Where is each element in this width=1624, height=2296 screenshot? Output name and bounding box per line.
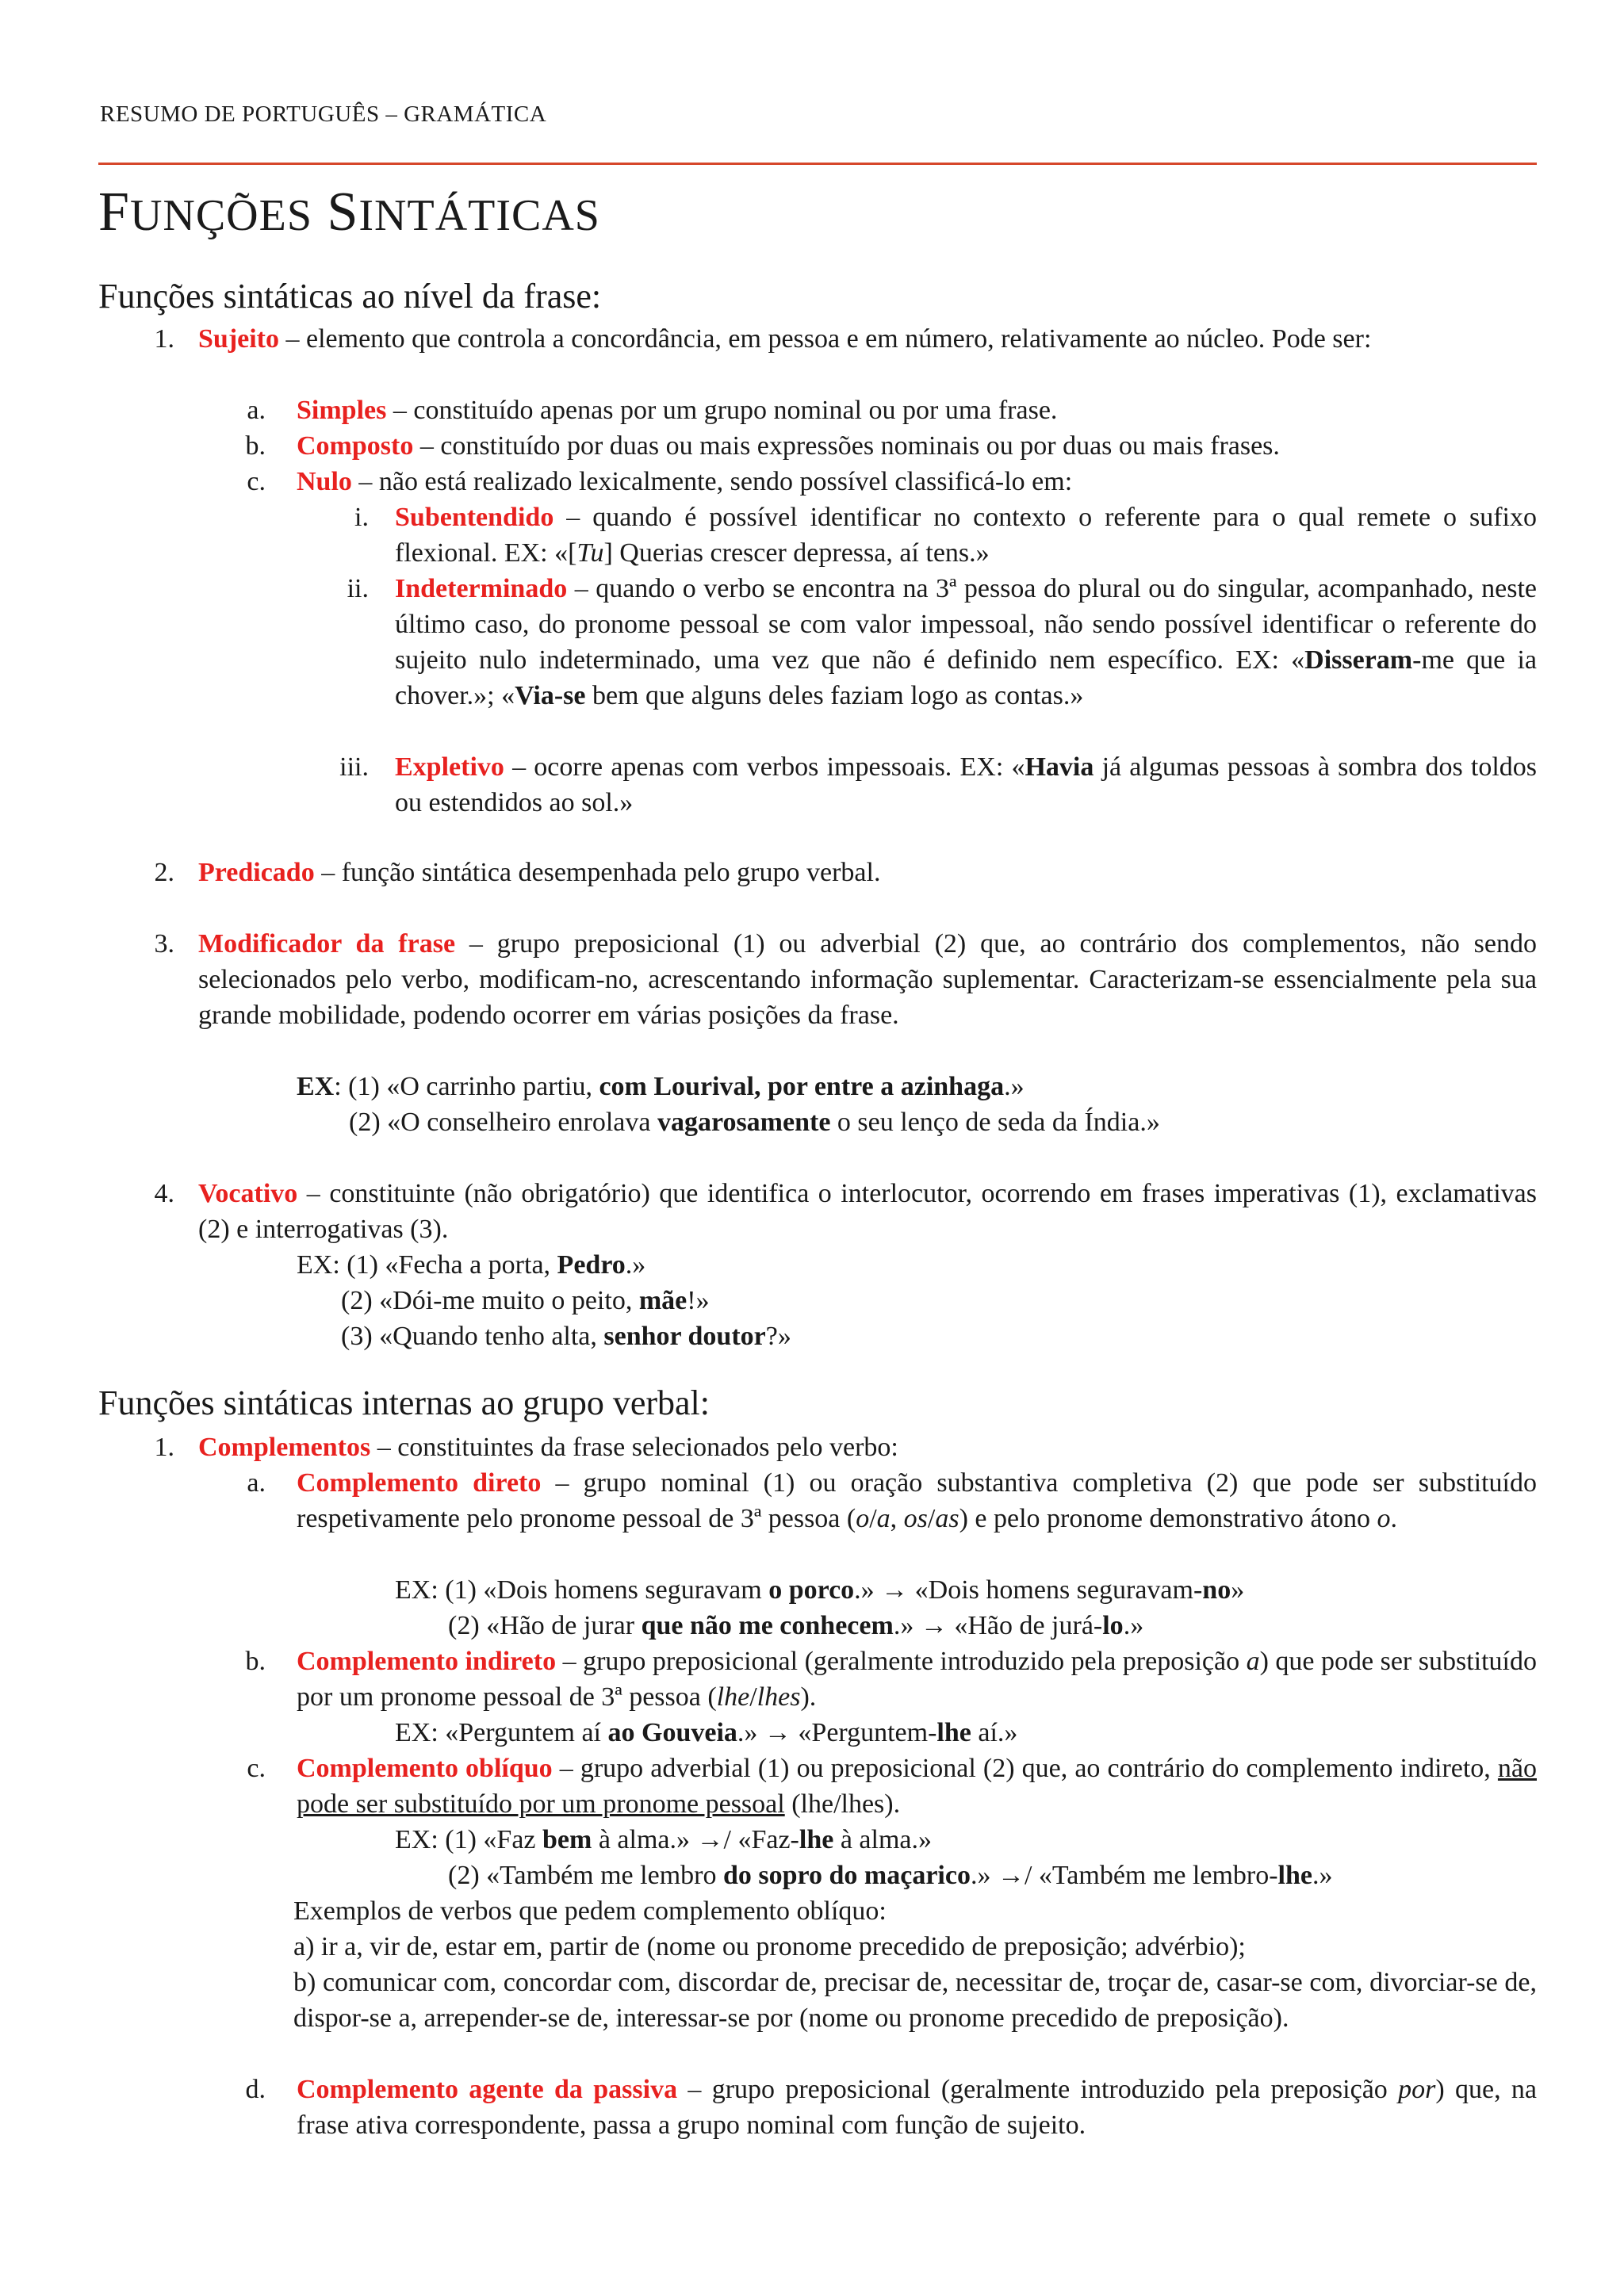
item-agente-passiva: Complemento agente da passiva – grupo preposicional (geralmente introduzido pela preposição por) que, na frase ativa correspondente, passa a grupo nominal com função de sujeito. [297, 2075, 1538, 2140]
list-marker: 1. [154, 324, 174, 354]
item-expletivo: Expletivo – ocorre apenas com verbos impessoais. EX: «Havia já algumas pessoas à sombra dos toldos ou estendidos ao sol.» [395, 752, 1537, 817]
list-marker: 3. [154, 929, 174, 959]
obliquo-examples-b: b) comunicar com, concordar com, discordar de, precisar de, necessitar de, troçar de, casar-se com, divorciar-se de, dispor-se a, arrepender-se de, interessar-se por (nome ou pronome precedido de preposição). [293, 1968, 1537, 2033]
item-modificador: Modificador da frase – grupo preposicional (1) ou adverbial (2) que, ao contrário dos complementos, não sendo selecionados pelo verbo, modificam-no, acrescentando informação suplementar. Caracterizam-se essencialmente pela sua grande mobilidade, podendo ocorrer em várias posições da frase. [198, 929, 1537, 1030]
list-marker: 4. [154, 1179, 174, 1208]
example-line: EX: (1) «Fecha a porta, Pedro.» [297, 1250, 646, 1280]
list-marker: iii. [339, 752, 369, 782]
example-line: (3) «Quando tenho alta, senhor doutor?» [341, 1322, 791, 1351]
item-indeterminado: Indeterminado – quando o verbo se encontra na 3ª pessoa do plural ou do singular, acompanhado, neste último caso, do pronome pessoal se com valor impessoal, não sendo possível identificar o referente do sujeito nulo indeterminado, uma vez que não é definido nem específico. EX: «Disseram-me que ia chover.»; «Via-se bem que alguns deles faziam logo as contas.» [395, 574, 1537, 710]
example-line: EX: (1) «O carrinho partiu, com Lourival, por entre a azinhaga.» [297, 1072, 1025, 1101]
item-subentendido: Subentendido – quando é possível identificar no contexto o referente para o qual remete o sufixo flexional. EX: «[Tu] Querias crescer depressa, aí tens.» [395, 503, 1537, 568]
list-marker: d. [245, 2075, 266, 2104]
list-marker: a. [247, 1468, 266, 1498]
obliquo-examples-a: a) ir a, vir de, estar em, partir de (nome ou pronome precedido de preposição; advérbio); [293, 1932, 1246, 1961]
example-line: EX: «Perguntem aí ao Gouveia.» → «Perguntem-lhe aí.» [395, 1718, 1018, 1747]
page-title: FUNÇÕES SINTÁTICAS [98, 182, 600, 243]
section-heading-grupo-verbal: Funções sintáticas internas ao grupo verbal: [98, 1383, 710, 1422]
header-rule [98, 163, 1537, 165]
list-marker: 1. [154, 1433, 174, 1462]
item-vocativo: Vocativo – constituinte (não obrigatório) que identifica o interlocutor, ocorrendo em frases imperativas (1), exclamativas (2) e interrogativas (3). [198, 1179, 1537, 1244]
item-complemento-obliquo: Complemento oblíquo – grupo adverbial (1) ou preposicional (2) que, ao contrário do complemento indireto, não pode ser substituído por um pronome pessoal (lhe/lhes). [297, 1754, 1537, 1819]
item-complemento-indireto: Complemento indireto – grupo preposicional (geralmente introduzido pela preposição a) que pode ser substituído por um pronome pessoal de 3ª pessoa (lhe/lhes). [297, 1647, 1537, 1712]
item-nulo: Nulo – não está realizado lexicalmente, sendo possível classificá-lo em: [297, 467, 1073, 496]
item-predicado: Predicado – função sintática desempenhada pelo grupo verbal. [198, 858, 881, 887]
list-marker: ii. [347, 574, 369, 603]
list-marker: b. [245, 1647, 266, 1676]
example-line: EX: (1) «Dois homens seguravam o porco.» → «Dois homens seguravam-no» [395, 1575, 1245, 1605]
item-complemento-direto: Complemento direto – grupo nominal (1) ou oração substantiva completiva (2) que pode ser substituído respetivamente pelo pronome pessoal de 3ª pessoa (o/a, os/as) e pelo pronome demonstrativo átono o. [297, 1468, 1537, 1533]
example-line: EX: (1) «Faz bem à alma.» →/ «Faz-lhe à alma.» [395, 1825, 932, 1854]
section-heading-frase: Funções sintáticas ao nível da frase: [98, 277, 602, 316]
list-marker: i. [354, 503, 369, 532]
example-line: (2) «Dói-me muito o peito, mãe!» [341, 1286, 710, 1315]
item-composto: Composto – constituído por duas ou mais expressões nominais ou por duas ou mais frases. [297, 431, 1280, 461]
item-simples: Simples – constituído apenas por um grupo nominal ou por uma frase. [297, 396, 1058, 425]
example-line: (2) «Também me lembro do sopro do maçarico.» →/ «Também me lembro-lhe.» [448, 1861, 1333, 1890]
document-header: RESUMO DE PORTUGUÊS – GRAMÁTICA [100, 101, 547, 127]
list-marker: 2. [154, 858, 174, 887]
item-sujeito: Sujeito – elemento que controla a concordância, em pessoa e em número, relativamente ao núcleo. Pode ser: [198, 324, 1372, 354]
list-marker: a. [247, 396, 266, 425]
example-line: (2) «Hão de jurar que não me conhecem.» → «Hão de jurá-lo.» [448, 1611, 1144, 1640]
obliquo-note: Exemplos de verbos que pedem complemento oblíquo: [293, 1896, 887, 1926]
list-marker: c. [247, 1754, 266, 1783]
list-marker: c. [247, 467, 266, 496]
item-complementos: Complementos – constituintes da frase selecionados pelo verbo: [198, 1433, 898, 1462]
list-marker: b. [245, 431, 266, 461]
example-line: (2) «O conselheiro enrolava vagarosamente o seu lenço de seda da Índia.» [349, 1108, 1160, 1137]
